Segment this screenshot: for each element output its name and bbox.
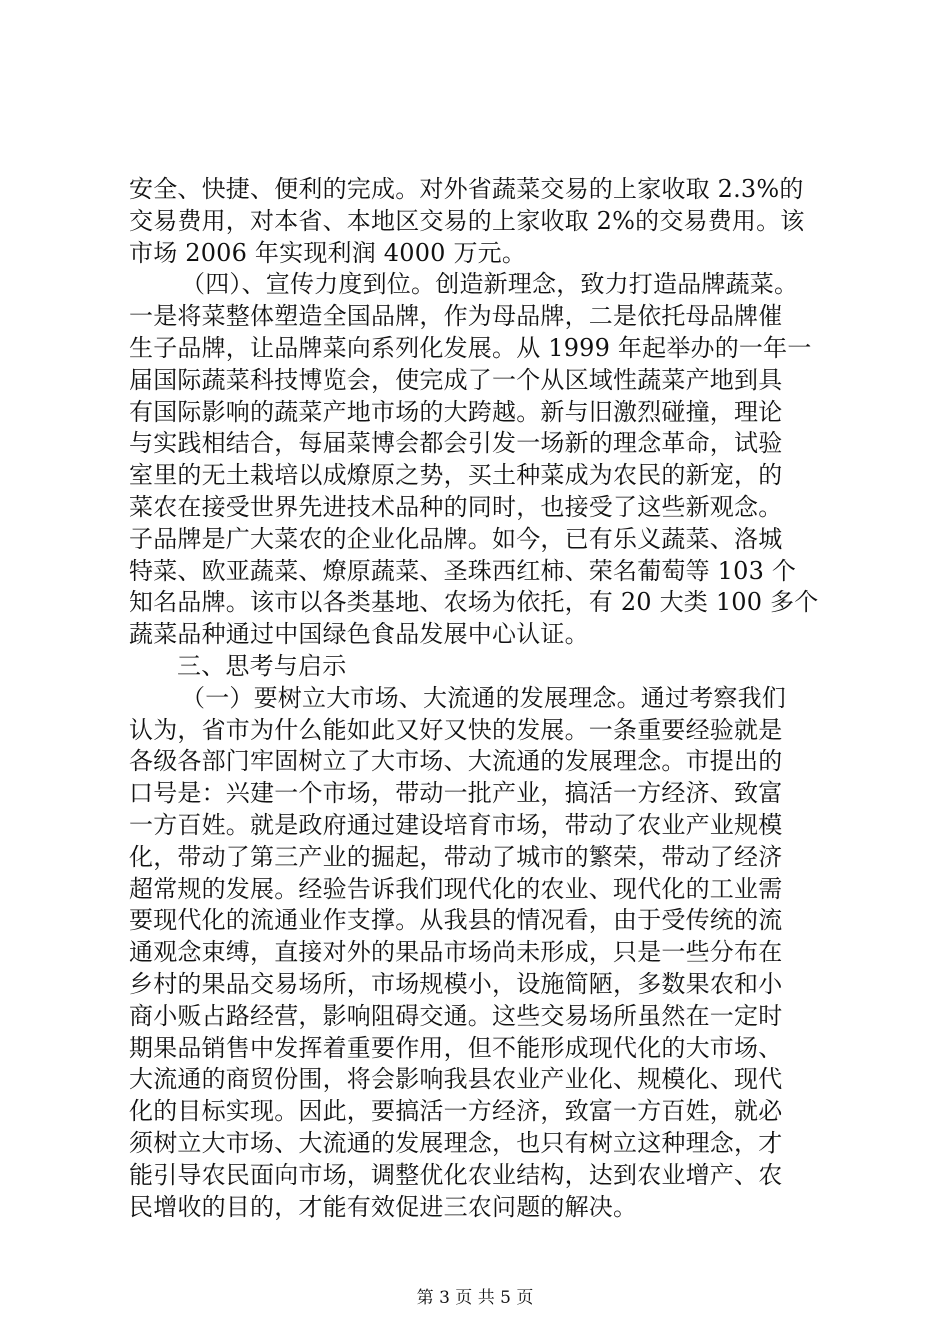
text-line: 有国际影响的蔬菜产地市场的大跨越。新与旧激烈碰撞，理论 bbox=[129, 397, 783, 426]
text-line: 须树立大市场、大流通的发展理念，也只有树立这种理念，才 bbox=[129, 1129, 783, 1157]
text-line: 能引导农民面向市场，调整优化农业结构，达到农业增产、农 bbox=[129, 1160, 783, 1189]
text-line: 民增收的目的，才能有效促进三农问题的解决。 bbox=[129, 1192, 638, 1221]
text-line: 超常规的发展。经验告诉我们现代化的农业、现代化的工业需 bbox=[129, 874, 783, 903]
text-line: 届国际蔬菜科技博览会，使完成了一个从区域性蔬菜产地到具 bbox=[129, 365, 783, 394]
text-line: 要现代化的流通业作支撑。从我县的情况看，由于受传统的流 bbox=[129, 906, 783, 935]
text-line: 期果品销售中发挥着重要作用，但不能形成现代化的大市场、 bbox=[129, 1033, 783, 1062]
text-line: 市场 2006 年实现利润 4000 万元。 bbox=[129, 238, 527, 267]
text-line: 各级各部门牢固树立了大市场、大流通的发展理念。市提出的 bbox=[129, 747, 783, 776]
text-line: 商小贩占路经营，影响阻碍交通。这些交易场所虽然在一定时 bbox=[129, 1001, 783, 1030]
page-footer: 第 3 页 共 5 页 bbox=[416, 1288, 534, 1308]
text-line: 通观念束缚，直接对外的果品市场尚未形成，只是一些分布在 bbox=[129, 938, 783, 967]
text-line: 化，带动了第三产业的掘起，带动了城市的繁荣，带动了经济 bbox=[129, 842, 783, 871]
text-line: 生子品牌，让品牌菜向系列化发展。从 1999 年起举办的一年一 bbox=[129, 334, 812, 362]
text-line: 室里的无土栽培以成燎原之势，买土种菜成为农民的新宠，的 bbox=[129, 461, 783, 490]
text-line: 蔬菜品种通过中国绿色食品发展中心认证。 bbox=[129, 620, 589, 649]
text-line: 菜农在接受世界先进技术品种的同时，也接受了这些新观念。 bbox=[129, 493, 783, 521]
text-line: 口号是：兴建一个市场，带动一批产业，搞活一方经济、致富 bbox=[129, 779, 783, 808]
text-line: 三、思考与启示 bbox=[177, 652, 347, 680]
text-line: 大流通的商贸份围，将会影响我县农业产业化、规模化、现代 bbox=[129, 1065, 783, 1094]
text-line: （四）、宣传力度到位。创造新理念，致力打造品牌蔬菜。 bbox=[181, 270, 799, 299]
text-line: 特菜、欧亚蔬菜、燎原蔬菜、圣珠西红柿、荣名葡萄等 103 个 bbox=[129, 556, 797, 585]
text-line: 子品牌是广大菜农的企业化品牌。如今，已有乐义蔬菜、洛城 bbox=[129, 524, 783, 553]
text-line: 认为，省市为什么能如此又好又快的发展。一条重要经验就是 bbox=[129, 715, 783, 744]
text-line: 一方百姓。就是政府通过建设培育市场，带动了农业产业规模 bbox=[129, 811, 783, 839]
text-line: 一是将菜整体塑造全国品牌，作为母品牌，二是依托母品牌催 bbox=[129, 302, 783, 331]
text-line: 化的目标实现。因此，要搞活一方经济，致富一方百姓，就必 bbox=[129, 1097, 783, 1126]
text-line: 知名品牌。该市以各类基地、农场为依托，有 20 大类 100 多个 bbox=[129, 588, 819, 617]
text-line: 与实践相结合，每届菜博会都会引发一场新的理念革命，试验 bbox=[129, 429, 783, 458]
text-line: 乡村的果品交易场所，市场规模小，设施简陋，多数果农和小 bbox=[129, 970, 783, 998]
text-line: （一）要树立大市场、大流通的发展理念。通过考察我们 bbox=[181, 683, 786, 712]
text-line: 交易费用，对本省、本地区交易的上家收取 2%的交易费用。该 bbox=[129, 206, 805, 235]
text-line: 安全、快捷、便利的完成。对外省蔬菜交易的上家收取 2.3%的 bbox=[129, 175, 804, 203]
